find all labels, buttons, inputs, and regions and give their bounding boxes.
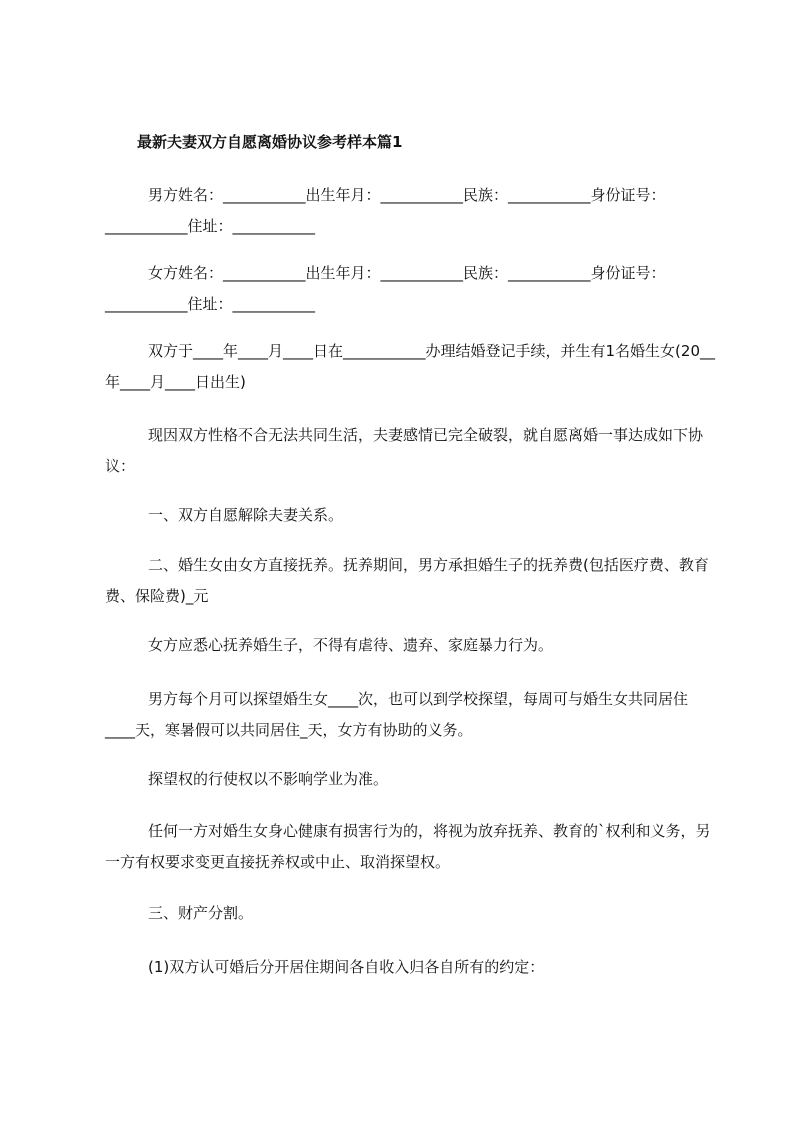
paragraph-male-info: 男方姓名：___________出生年月：___________民族：___________身份证号：___________住址：___________ xyxy=(105,186,666,235)
paragraph-visitation: 男方每个月可以探望婚生女____次，也可以到学校探望，每周可与婚生女共同居住____天，寒暑假可以共同居住_天，女方有协助的义务。 xyxy=(105,690,689,739)
paragraph-custody-duty: 女方应悉心抚养婚生子，不得有虐待、遗弃、家庭暴力行为。 xyxy=(148,636,554,654)
document-title: 最新夫妻双方自愿离婚协议参考样本篇1 xyxy=(137,133,403,151)
paragraph-visitation-limit: 探望权的行使权以不影响学业为准。 xyxy=(148,770,389,788)
paragraph-marriage-registration: 双方于____年____月____日在___________办理结婚登记手续，并生有1名婚生女(20__年____月____日出生) xyxy=(105,342,715,391)
paragraph-clause-3: 三、财产分割。 xyxy=(148,904,254,922)
paragraph-clause-2: 二、婚生女由女方直接抚养。抚养期间，男方承担婚生子的抚养费(包括医疗费、教育费、保险费)_元 xyxy=(105,556,709,605)
paragraph-harm-clause: 任何一方对婚生女身心健康有损害行为的，将视为放弃抚养、教育的`权利和义务，另一方有权要求变更直接抚养权或中止、取消探望权。 xyxy=(105,822,711,871)
paragraph-property-1: (1)双方认可婚后分开居住期间各自收入归各自所有的约定： xyxy=(148,958,545,976)
paragraph-reason: 现因双方性格不合无法共同生活，夫妻感情已完全破裂，就自愿离婚一事达成如下协议： xyxy=(105,426,704,475)
paragraph-clause-1: 一、双方自愿解除夫妻关系。 xyxy=(148,506,344,524)
paragraph-female-info: 女方姓名：___________出生年月：___________民族：___________身份证号：___________住址：___________ xyxy=(105,264,666,313)
